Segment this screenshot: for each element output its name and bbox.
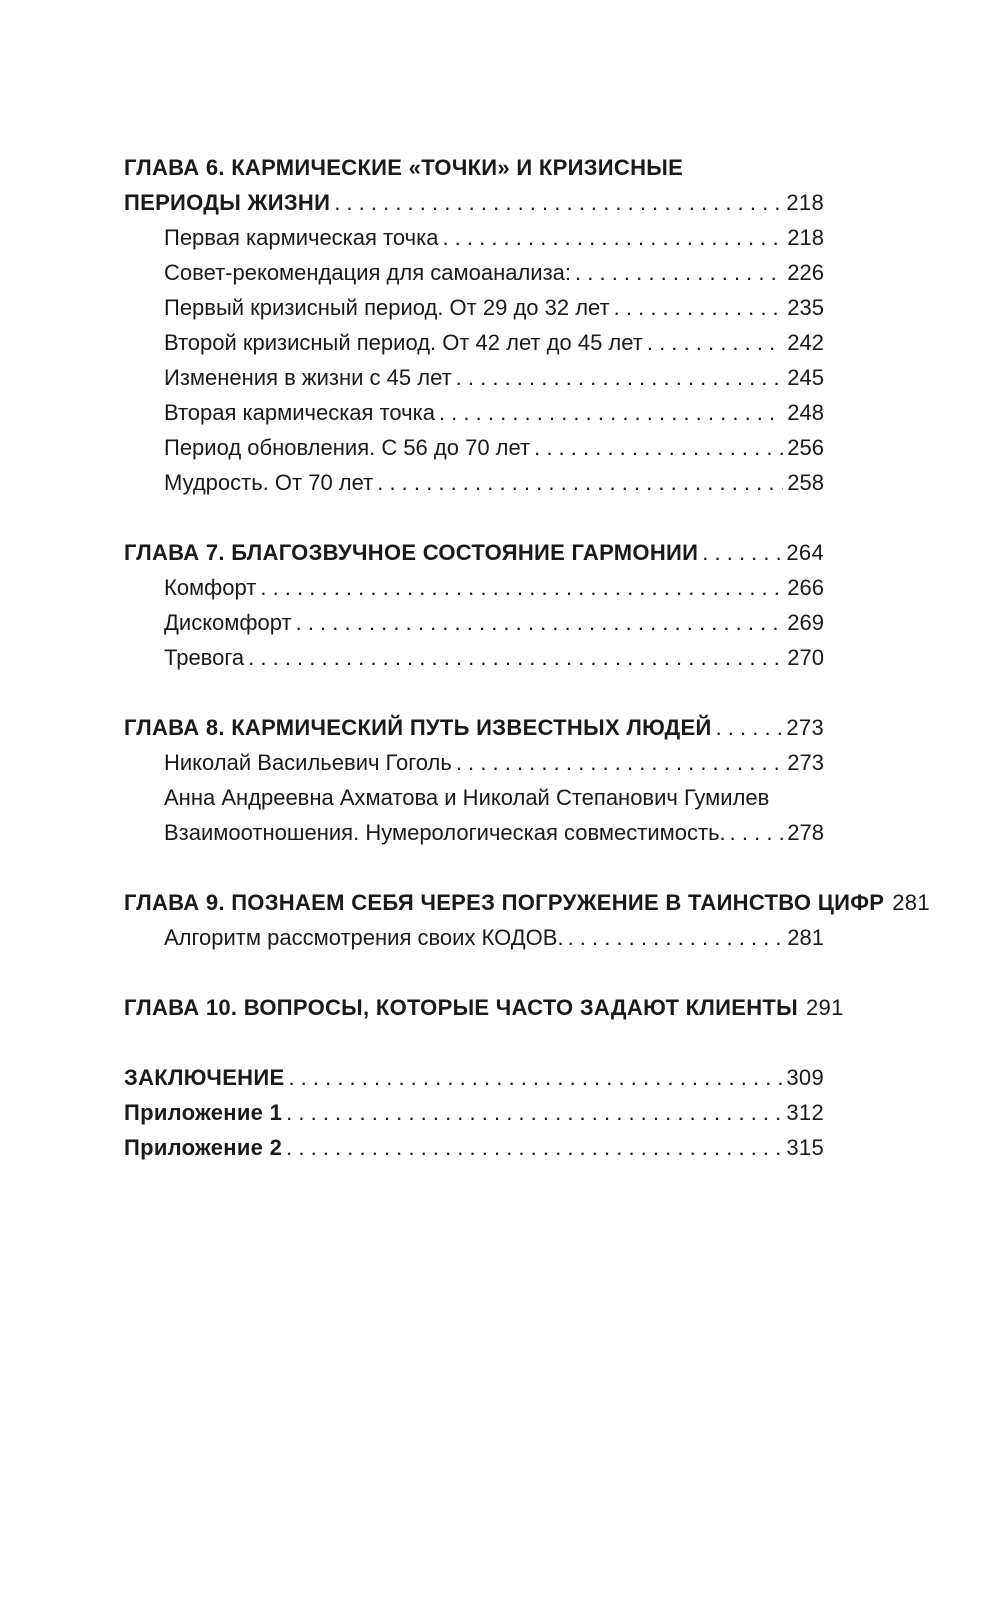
page-number: 278 [787, 820, 824, 845]
toc-entry[interactable] [124, 745, 824, 780]
toc-entry[interactable] [124, 290, 824, 325]
page-number: 256 [787, 435, 824, 460]
dot-leader [248, 640, 783, 675]
page-number: 258 [787, 470, 824, 495]
chapter-title: ГЛАВА 8. КАРМИЧЕСКИЙ ПУТЬ ИЗВЕСТНЫХ ЛЮДЕЙ [124, 715, 712, 740]
conclusion-entry[interactable] [124, 1060, 824, 1095]
dot-leader [614, 290, 784, 325]
page-number: 315 [786, 1135, 824, 1160]
page-number: 218 [786, 190, 824, 215]
chapter-title: Приложение 2 [124, 1135, 283, 1160]
chapter-title: ЗАКЛЮЧЕНИЕ [124, 1065, 285, 1090]
chapter-title: ГЛАВА 7. БЛАГОЗВУЧНОЕ СОСТОЯНИЕ ГАРМОНИИ [124, 540, 699, 565]
entry-title: Дискомфорт [164, 610, 292, 635]
dot-leader [260, 570, 783, 605]
dot-leader [377, 465, 783, 500]
page-number: 264 [786, 540, 824, 565]
page-number: 235 [787, 295, 824, 320]
entry-title: Первая кармическая точка [164, 225, 439, 250]
section-gap [124, 850, 824, 885]
toc-entry[interactable] [124, 430, 824, 465]
dot-leader [296, 605, 784, 640]
entry-title: Первый кризисный период. От 29 до 32 лет [164, 295, 610, 320]
page-number: 270 [787, 645, 824, 670]
dot-leader [439, 395, 783, 430]
entry-title: Период обновления. С 56 до 70 лет [164, 435, 531, 460]
page-number: 248 [787, 400, 824, 425]
dot-leader [334, 185, 782, 220]
toc-entry[interactable] [124, 570, 824, 605]
toc-entry[interactable] [124, 920, 824, 955]
toc-entry[interactable] [124, 605, 824, 640]
section-gap [124, 675, 824, 710]
entry-title: Мудрость. От 70 лет [164, 470, 374, 495]
dot-leader [534, 430, 783, 465]
entry-title: Взаимоотношения. Нумерологическая совместимость. [164, 820, 726, 845]
dot-leader [286, 1130, 782, 1165]
page-number: 269 [787, 610, 824, 635]
section-gap [124, 500, 824, 535]
chapter-7-heading[interactable] [124, 535, 824, 570]
dot-leader [702, 535, 782, 570]
section-gap [124, 955, 824, 990]
chapter-title: ГЛАВА 9. ПОЗНАЕМ СЕБЯ ЧЕРЕЗ ПОГРУЖЕНИЕ В ТАИНСТВО ЦИФР [124, 890, 885, 915]
chapter-title: ГЛАВА 10. ВОПРОСЫ, КОТОРЫЕ ЧАСТО ЗАДАЮТ КЛИЕНТЫ [124, 995, 798, 1020]
toc-entry[interactable] [124, 640, 824, 675]
toc-entry[interactable] [124, 220, 824, 255]
page-number: 281 [787, 925, 824, 950]
entry-title: Вторая кармическая точка [164, 400, 435, 425]
page-number: 242 [787, 330, 824, 355]
chapter-title: ПЕРИОДЫ ЖИЗНИ [124, 190, 331, 215]
entry-title: Анна Андреевна Ахматова и Николай Степанович Гумилев [164, 785, 770, 810]
toc-entry[interactable] [124, 395, 824, 430]
dot-leader [442, 220, 783, 255]
dot-leader [456, 745, 783, 780]
page-number: 226 [787, 260, 824, 285]
dot-leader [575, 255, 783, 290]
entry-title: Алгоритм рассмотрения своих КОДОВ. [164, 925, 564, 950]
page-number: 281 [892, 890, 930, 915]
dot-leader [716, 710, 783, 745]
entry-title: Совет-рекомендация для самоанализа: [164, 260, 572, 285]
dot-leader [568, 920, 784, 955]
dot-leader [288, 1060, 782, 1095]
toc-entry-multiline-start[interactable] [124, 780, 824, 815]
page-number: 245 [787, 365, 824, 390]
page-number: 312 [786, 1100, 824, 1125]
chapter-6-heading-line1[interactable] [124, 150, 824, 185]
toc-entry[interactable] [124, 465, 824, 500]
entry-title: Николай Васильевич Гоголь [164, 750, 452, 775]
page-number: 273 [786, 715, 824, 740]
page-number: 266 [787, 575, 824, 600]
toc-entry[interactable] [124, 255, 824, 290]
page-number: 273 [787, 750, 824, 775]
table-of-contents [124, 150, 930, 1165]
appendix-2-entry[interactable] [124, 1130, 824, 1165]
dot-leader [456, 360, 784, 395]
dot-leader [730, 815, 784, 850]
entry-title: Второй кризисный период. От 42 лет до 45 лет [164, 330, 643, 355]
chapter-title: ГЛАВА 6. КАРМИЧЕСКИЕ «ТОЧКИ» И КРИЗИСНЫЕ [124, 155, 684, 180]
page-number: 218 [787, 225, 824, 250]
chapter-8-heading[interactable] [124, 710, 824, 745]
chapter-9-heading[interactable] [124, 885, 930, 920]
entry-title: Тревога [164, 645, 245, 670]
chapter-10-heading[interactable] [124, 990, 844, 1025]
dot-leader [286, 1095, 782, 1130]
entry-title: Комфорт [164, 575, 257, 600]
toc-entry[interactable] [124, 325, 824, 360]
dot-leader [647, 325, 783, 360]
section-gap [124, 1025, 824, 1060]
chapter-6-heading-line2[interactable] [124, 185, 824, 220]
entry-title: Изменения в жизни с 45 лет [164, 365, 452, 390]
page-number: 291 [806, 995, 844, 1020]
appendix-1-entry[interactable] [124, 1095, 824, 1130]
chapter-title: Приложение 1 [124, 1100, 283, 1125]
page-number: 309 [786, 1065, 824, 1090]
toc-entry-multiline-end[interactable] [124, 815, 824, 850]
toc-entry[interactable] [124, 360, 824, 395]
